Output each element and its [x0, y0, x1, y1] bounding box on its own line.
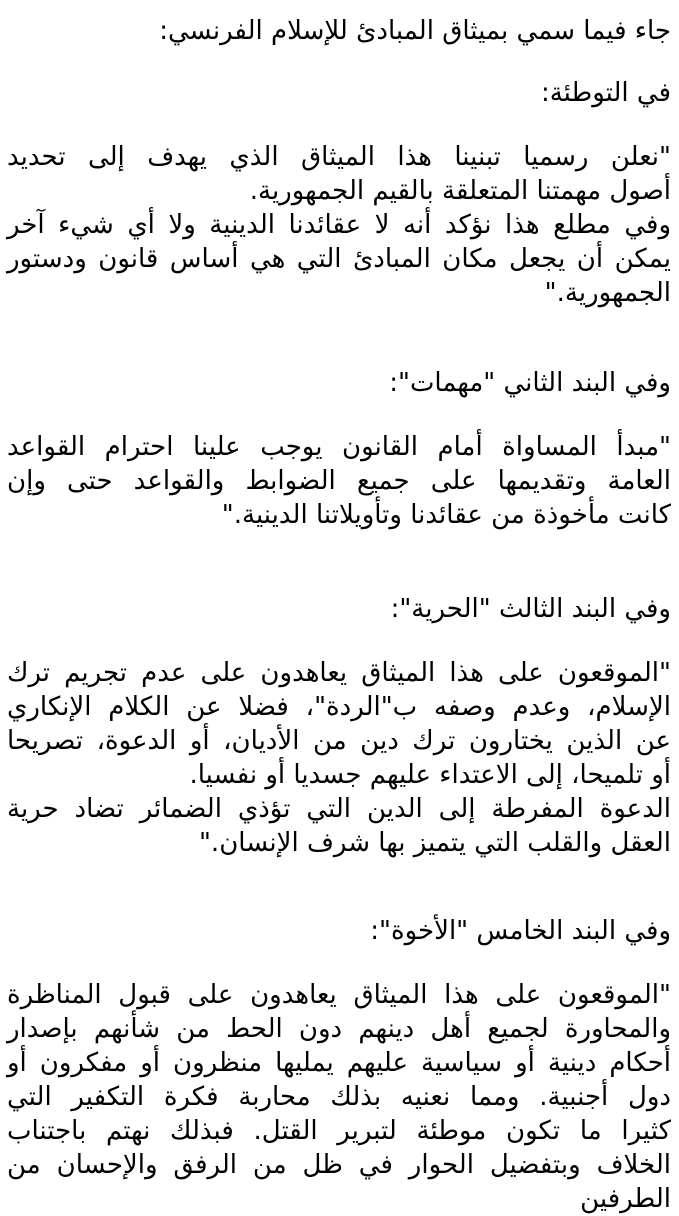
section-heading-freedom: وفي البند الثالث "الحرية": [390, 594, 671, 624]
paragraph-line: "مبدأ المساواة أمام القانون يوجب علينا احترام القواعد [7, 432, 671, 462]
paragraph-line: أصول مهمتنا المتعلقة بالقيم الجمهورية. [249, 176, 671, 206]
paragraph-line: الطرفين [580, 1184, 671, 1214]
paragraph-line: "نعلن رسميا تبنينا هذا الميثاق الذي يهدف إلى تحديد [7, 142, 671, 172]
section-heading-missions: وفي البند الثاني "مهمات": [389, 368, 671, 398]
paragraph-line: وفي مطلع هذا نؤكد أنه لا عقائدنا الدينية ولا أي شيء آخر [7, 210, 671, 240]
section-heading-fraternity: وفي البند الخامس "الأخوة": [370, 916, 671, 946]
paragraph-line: الخلاف وبتفضيل الحوار في ظل من الرفق والإحسان من [7, 1150, 671, 1180]
paragraph-line: "الموقعون على هذا الميثاق يعاهدون على عدم تجريم ترك [7, 658, 671, 688]
paragraph-line: يمكن أن يجعل مكان المبادئ التي هي أساس قانون ودستور [7, 244, 671, 274]
paragraph-line: العامة وتقديمها على جميع الضوابط والقواعد حتى وإن [7, 466, 671, 496]
paragraph-line: دول أجنبية. ومما نعنيه بذلك محاربة فكرة التكفير التي [7, 1082, 671, 1112]
paragraph-line: "الموقعون على هذا الميثاق يعاهدون على قبول المناظرة [7, 980, 671, 1010]
paragraph-line: كانت مأخوذة من عقائدنا وتأويلاتنا الدينية." [221, 500, 671, 530]
paragraph-line: والمحاورة لجميع أهل دينهم دون الحط من شأنهم بإصدار [7, 1014, 671, 1044]
paragraph-line: الإسلام، وعدم وصفه ب"الردة"، فضلا عن الكلام الإنكاري [7, 692, 671, 722]
paragraph-line: عن الذين يختارون ترك دين من الأديان، أو الدعوة، تصريحا [7, 726, 671, 756]
intro-line: جاء فيما سمي بميثاق المبادئ للإسلام الفرنسي: [159, 16, 671, 46]
paragraph-line: أو تلميحا، إلى الاعتداء عليهم جسديا أو نفسيا. [189, 760, 671, 790]
paragraph-line: الدعوة المفرطة إلى الدين التي تؤذي الضمائر تضاد حرية [7, 794, 671, 824]
paragraph-line: أحكام دينية أو سياسية عليهم يمليها منظرون أو مفكرون أو [7, 1048, 671, 1078]
paragraph-line: العقل والقلب التي يتميز بها شرف الإنسان." [198, 828, 671, 858]
paragraph-line: الجمهورية." [544, 278, 671, 308]
section-heading-preamble: في التوطئة: [540, 78, 671, 108]
paragraph-line: كثيرا ما تكون موطئة لتبرير القتل. فبذلك نهتم باجتناب [7, 1116, 671, 1146]
